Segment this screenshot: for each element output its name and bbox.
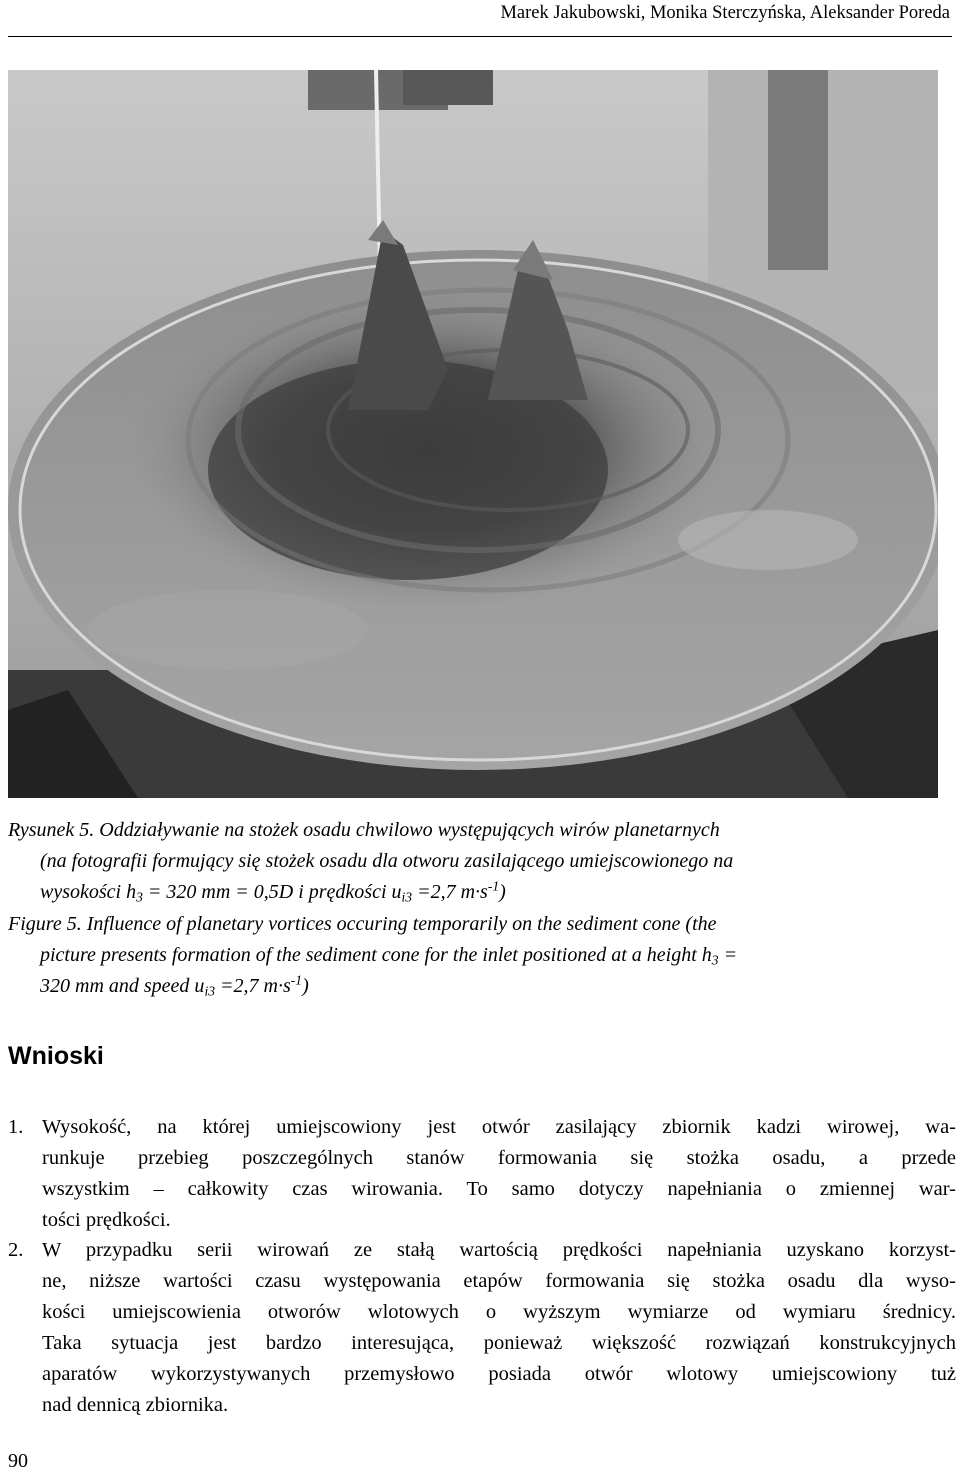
caption-pl-line-3	[8, 877, 956, 908]
caption-en-sub-h3: 3	[711, 952, 719, 968]
figure-caption-polish	[8, 815, 956, 908]
conclusion-item-1	[8, 1112, 956, 1236]
header-rule	[8, 36, 952, 37]
caption-en-line-3	[8, 971, 956, 1002]
vortex-photograph	[8, 70, 938, 798]
header-authors: Marek Jakubowski, Monika Sterczyńska, Aleksander Poreda	[500, 3, 950, 23]
sediment-cone-photo	[8, 70, 938, 798]
caption-pl-line-3-c: =2,7 m·s	[412, 881, 488, 903]
caption-en-line-3-a: 320 mm and speed u	[40, 975, 205, 997]
conclusion-line: tości prędkości.	[42, 1209, 171, 1231]
conclusion-line: Wysokość, na której umiejscowiony jest otwór zasilający zbiornik kadzi wirowej, wa-	[42, 1116, 956, 1138]
conclusion-number: 2.	[8, 1239, 24, 1261]
caption-en-line-1: Figure 5. Influence of planetary vortices occuring temporarily on the sediment cone (the	[8, 913, 717, 935]
figure-caption-english	[8, 909, 956, 1002]
caption-pl-sub-h3: 3	[136, 889, 143, 905]
caption-en-line-2-b: =	[718, 944, 738, 966]
caption-pl-sup-exp: -1	[487, 878, 500, 894]
caption-pl-line-1: Rysunek 5. Oddziaływanie na stożek osadu chwilowo występujących wirów planetarnych	[8, 819, 720, 841]
caption-pl-line-2: (na fotografii formujący się stożek osadu dla otworu zasilającego umiejscowionego na	[40, 850, 734, 872]
caption-en-sup-exp: -1	[290, 972, 303, 988]
conclusion-line: aparatów wykorzystywanych przemysłowo posiada otwór wlotowy umiejscowiony tuż	[42, 1363, 956, 1385]
running-header	[0, 0, 950, 36]
conclusion-line: W przypadku serii wirowań ze stałą wartością prędkości napełniania uzyskano korzyst-	[42, 1239, 956, 1261]
conclusion-number: 1.	[8, 1116, 24, 1138]
conclusion-body	[42, 1235, 956, 1421]
section-title-conclusions: Wnioski	[8, 1042, 104, 1070]
caption-en-line-2-a: picture presents formation of the sediment cone for the inlet positioned at a height h	[40, 944, 712, 966]
caption-pl-line-3-b: = 320 mm = 0,5D i prędkości u	[142, 881, 402, 903]
conclusion-line: nad dennicą zbiornika.	[42, 1394, 229, 1416]
page-number: 90	[8, 1450, 28, 1472]
caption-pl-line-3-d: )	[499, 881, 506, 903]
caption-en-line-3-b: =2,7 m·s	[215, 975, 291, 997]
conclusion-line: Taka sytuacja jest bardzo interesująca, ponieważ większość rozwiązań konstrukcyjnych	[42, 1332, 956, 1354]
conclusion-item-2	[8, 1235, 956, 1421]
caption-en-line-3-c: )	[302, 975, 309, 997]
conclusion-line: kości umiejscowienia otworów wlotowych o wyższym wymiarze od wymiaru średnicy.	[42, 1301, 956, 1323]
conclusion-line: ne, niższe wartości czasu występowania etapów formowania się stożka osadu dla wyso-	[42, 1270, 956, 1292]
caption-en-sub-ui3: i3	[204, 983, 216, 999]
caption-pl-sub-ui3: i3	[401, 889, 413, 905]
caption-en-line-2	[8, 940, 956, 971]
caption-pl-line-3-a: wysokości h	[40, 881, 137, 903]
conclusion-line: runkuje przebieg poszczególnych stanów formowania się stożka osadu, a przede	[42, 1147, 956, 1169]
conclusion-body	[42, 1112, 956, 1236]
conclusion-line: wszystkim – całkowity czas wirowania. To samo dotyczy napełniania o zmiennej war-	[42, 1178, 956, 1200]
